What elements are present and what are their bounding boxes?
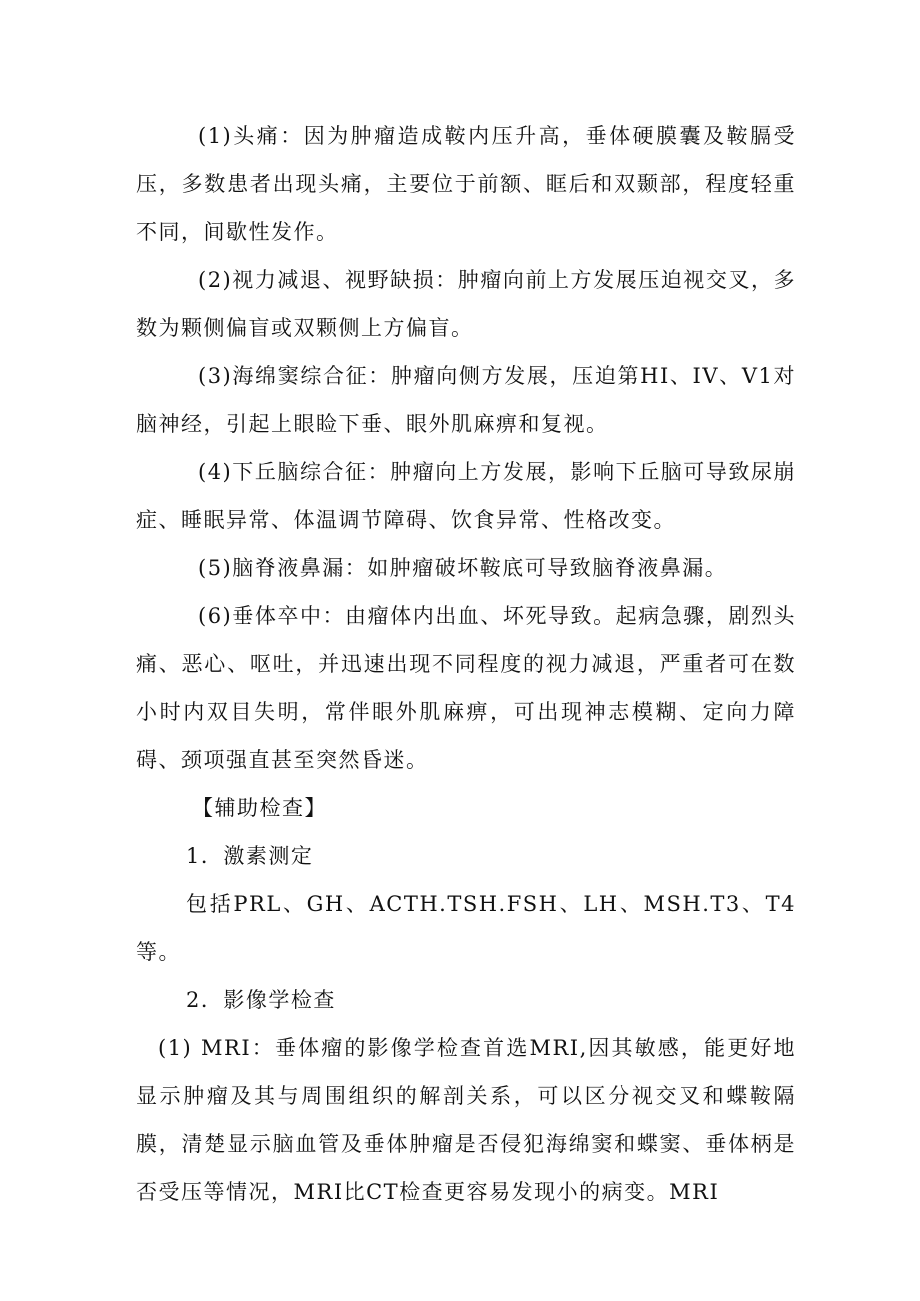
section-heading-auxiliary-exam: 【辅助检查】 [192, 796, 327, 820]
symptom-vision-loss: (2)视力减退、视野缺损：肿瘤向前上方发展压迫视交叉，多数为颗侧偏盲或双颗侧上方偏盲。 [136, 268, 796, 340]
subheading-hormone-test: 1．激素测定 [186, 844, 314, 868]
symptom-hypothalamus: (4)下丘脑综合征：肿瘤向上方发展，影响下丘脑可导致尿崩症、睡眠异常、体温调节障碍、饮食异常、性格改变。 [136, 460, 796, 532]
symptom-headache: (1)头痛：因为肿瘤造成鞍内压升高，垂体硬膜囊及鞍膈受压，多数患者出现头痛，主要位于前额、眶后和双颞部，程度轻重不同，间歇性发作。 [136, 124, 796, 244]
symptom-csf-rhinorrhea: (5)脑脊液鼻漏：如肿瘤破坏鞍底可导致脑脊液鼻漏。 [198, 556, 728, 580]
symptom-pituitary-apoplexy: (6)垂体卒中：由瘤体内出血、坏死导致。起病急骤，剧烈头痛、恶心、呕吐，并迅速出现不同程度的视力减退，严重者可在数小时内双目失明，常伴眼外肌麻痹，可出现神志模糊、定向力障碍、颈项强直甚至突然昏迷。 [136, 604, 796, 772]
hormone-test-text: 包括PRL、GH、ACTH.TSH.FSH、LH、MSH.T3、T4等。 [136, 892, 796, 964]
document-body [136, 112, 796, 1216]
symptom-cavernous-sinus: (3)海绵窦综合征：肿瘤向侧方发展，压迫第HI、IV、V1对脑神经，引起上眼睑下垂、眼外肌麻痹和复视。 [136, 364, 796, 436]
subheading-imaging: 2．影像学检查 [186, 988, 336, 1012]
mri-text: (1) MRI：垂体瘤的影像学检查首选MRI,因其敏感，能更好地显示肿瘤及其与周围组织的解剖关系，可以区分视交叉和蝶鞍隔膜，清楚显示脑血管及垂体肿瘤是否侵犯海绵窦和蝶窦、垂体柄是否受压等情况，MRI比CT检查更容易发现小的病变。MRI [136, 1036, 796, 1204]
